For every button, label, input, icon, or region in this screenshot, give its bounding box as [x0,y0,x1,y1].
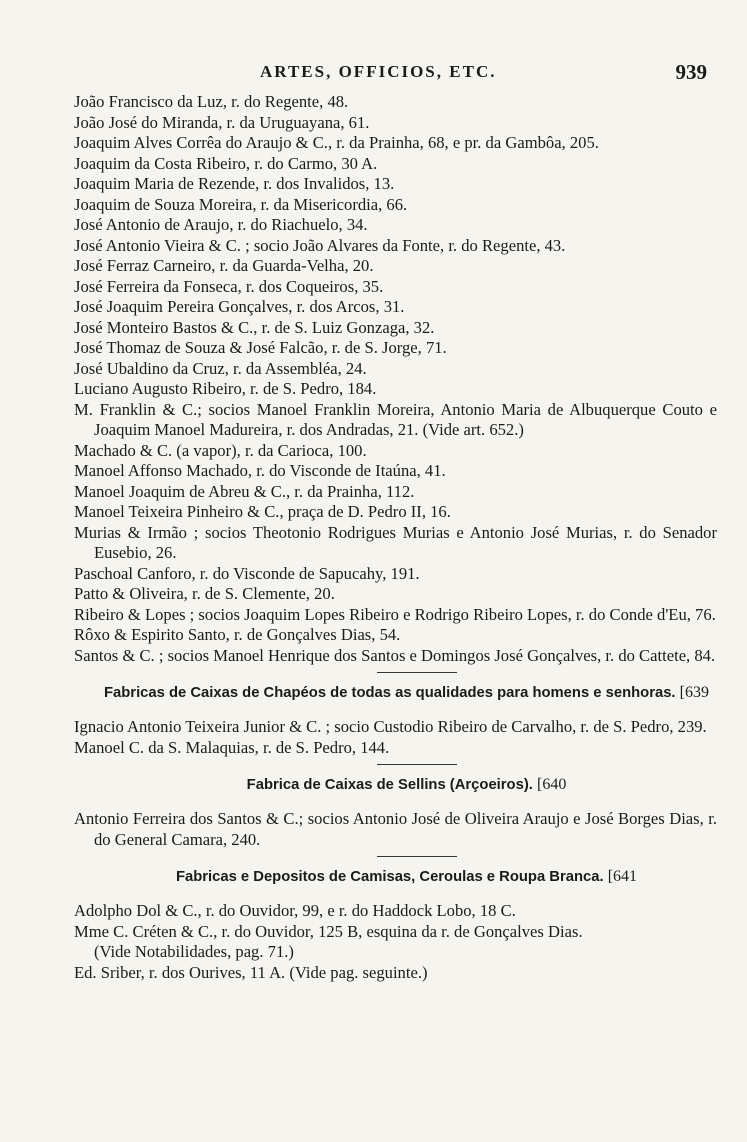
list-item: Manoel Affonso Machado, r. do Visconde de Itaúna, 41. [74,461,446,480]
list-item: José Joaquim Pereira Gonçalves, r. dos Arcos, 31. [74,297,405,316]
list-item: José Ferraz Carneiro, r. da Guarda-Velha, 20. [74,256,374,275]
section-heading-text: Fabricas e Depositos de Camisas, Ceroulas e Roupa Branca. [175,869,604,885]
section-divider [377,672,457,673]
list-item: Antonio Ferreira dos Santos & C.; socios Antonio José de Oliveira Araujo e José Borges Dias, r. do General Camara, 240. [74,809,717,849]
section-heading [74,683,719,703]
section-639 [74,683,719,758]
list-item: Manoel Joaquim de Abreu & C., r. da Prainha, 112. [74,481,415,501]
list-item: (Vide Notabilidades, pag. 71.) [94,942,294,961]
list-item: Ignacio Antonio Teixeira Junior & C. ; socio Custodio Ribeiro de Carvalho, r. de S. Pedro, 239. [74,717,707,736]
section-641 [74,867,719,983]
section-heading [74,775,719,795]
list-item: José Ferreira da Fonseca, r. dos Coqueiros, 35. [74,276,384,296]
section-divider [377,764,457,765]
list-item: Murias & Irmão ; socios Theotonio Rodrigues Murias e Antonio José Murias, r. do Senador Eusebio, 26. [74,522,717,562]
list-item: João José do Miranda, r. da Uruguayana, 61. [74,112,370,132]
list-item: Adolpho Dol & C., r. do Ouvidor, 99, e r. do Haddock Lobo, 18 C. [74,901,516,920]
page-header [74,62,719,92]
list-item: José Antonio Vieira & C. ; socio João Alvares da Fonte, r. do Regente, 43. [74,235,566,255]
list-item: Santos & C. ; socios Manoel Henrique dos Santos e Domingos José Gonçalves, r. do Cattete, 84. [74,645,716,665]
list-item: João Francisco da Luz, r. do Regente, 48. [74,92,349,111]
section-640 [74,775,719,850]
page-number: 939 [675,60,707,84]
section-code: [640 [536,776,567,793]
running-title: ARTES, OFFICIOS, ETC. [260,62,497,81]
section-heading [74,867,719,887]
list-item: José Thomaz de Souza & José Falcão, r. de S. Jorge, 71. [74,338,447,357]
list-item: José Ubaldino da Cruz, r. da Assembléa, 24. [74,358,367,378]
list-item: Joaquim de Souza Moreira, r. da Misericordia, 66. [74,194,408,214]
section-heading-text: Fabrica de Caixas de Sellins (Arçoeiros). [246,777,533,793]
section-divider [377,856,457,857]
list-item: Mme C. Créten & C., r. do Ouvidor, 125 B, esquina da r. de Gonçalves Dias. [74,921,583,941]
list-item: Paschoal Canforo, r. do Visconde de Sapucahy, 191. [74,563,420,583]
list-item: M. Franklin & C.; socios Manoel Franklin Moreira, Antonio Maria de Albuquerque Couto e Joaquim Manoel Madureira, r. dos Andradas, 21. (Vide art. 652.) [74,399,717,439]
list-item: Joaquim Alves Corrêa do Araujo & C., r. da Prainha, 68, e pr. da Gambôa, 205. [74,133,599,152]
list-item: Patto & Oliveira, r. de S. Clemente, 20. [74,584,335,603]
section-heading-text: Fabricas de Caixas de Chapéos de todas as qualidades para homens e senhoras. [104,685,676,701]
list-item: José Monteiro Bastos & C., r. de S. Luiz Gonzaga, 32. [74,317,435,337]
list-item: Manoel Teixeira Pinheiro & C., praça de D. Pedro II, 16. [74,502,451,521]
list-item: Luciano Augusto Ribeiro, r. de S. Pedro, 184. [74,379,377,398]
list-item: Machado & C. (a vapor), r. da Carioca, 100. [74,440,367,460]
section-code: [639 [679,684,709,701]
list-item: José Antonio de Araujo, r. do Riachuelo, 34. [74,215,368,234]
list-item: Rôxo & Espirito Santo, r. de Gonçalves Dias, 54. [74,625,401,644]
main-listing [74,92,719,666]
list-item: Ribeiro & Lopes ; socios Joaquim Lopes Ribeiro e Rodrigo Ribeiro Lopes, r. do Conde d'Eu, 76. [74,604,716,624]
list-item: Ed. Sriber, r. dos Ourives, 11 A. (Vide pag. seguinte.) [74,962,428,982]
list-item: Joaquim Maria de Rezende, r. dos Invalidos, 13. [74,174,395,193]
list-item: Joaquim da Costa Ribeiro, r. do Carmo, 30 A. [74,153,378,173]
section-code: [641 [607,868,638,885]
list-item: Manoel C. da S. Malaquias, r. de S. Pedro, 144. [74,737,390,757]
